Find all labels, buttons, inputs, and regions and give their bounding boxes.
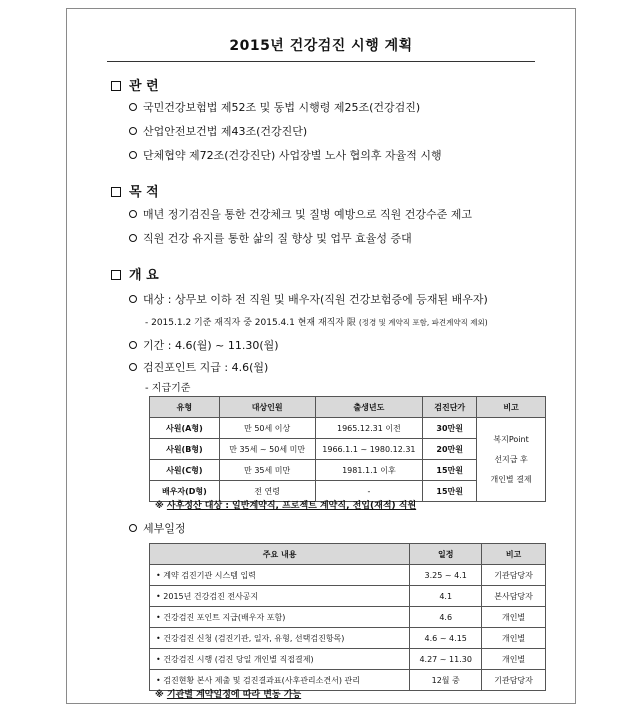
table-cell: 개인별	[482, 628, 546, 649]
circle-bullet-icon	[129, 151, 137, 159]
remark-line: 복지Point	[493, 434, 529, 444]
table-cell: 전 연령	[219, 481, 315, 502]
table-cell: 개인별	[482, 607, 546, 628]
criteria-note: ※ 사후정산 대상 : 일반계약직, 프로젝트 계약직, 전입(재적) 직원	[155, 501, 417, 511]
table-cell: 만 35세 ~ 50세 미만	[219, 439, 315, 460]
table-row	[150, 565, 546, 586]
table-cell: 사원(B형)	[150, 439, 220, 460]
table-cell: 1965.12.31 이전	[315, 418, 423, 439]
related-item-1: 국민건강보험법 제52조 및 동법 시행령 제25조(건강검진)	[129, 99, 420, 115]
table-cell: 4.6 ~ 4.15	[410, 628, 482, 649]
table-cell: 15만원	[423, 481, 477, 502]
table-header: 유형	[150, 397, 220, 418]
remark-line: 개인별 결제	[490, 474, 532, 484]
remark-cell	[477, 418, 546, 502]
table-cell: 30만원	[423, 418, 477, 439]
purpose-item-1: 매년 정기검진을 통한 건강체크 및 질병 예방으로 직원 건강수준 제고	[129, 206, 472, 222]
square-bullet-icon	[111, 270, 121, 280]
table-cell: 사원(A형)	[150, 418, 220, 439]
table-header: 검진단가	[423, 397, 477, 418]
table-cell: 20만원	[423, 439, 477, 460]
table-cell: • 건강검진 시행 (검진 당일 개인별 직접결제)	[150, 649, 410, 670]
table-cell: 4.1	[410, 586, 482, 607]
table-cell: 만 35세 미만	[219, 460, 315, 481]
payment-criteria-table	[149, 396, 546, 502]
schedule-note: ※ 기관별 계약일정에 따라 변동 가능	[155, 690, 302, 700]
table-row	[150, 628, 546, 649]
table-cell: 4.27 ~ 11.30	[410, 649, 482, 670]
table-cell: 기관담당자	[482, 670, 546, 691]
remark-line: 선지급 후	[494, 454, 528, 464]
title-divider	[107, 61, 535, 62]
table-cell: 기관담당자	[482, 565, 546, 586]
section-related-heading: 관 련	[111, 75, 159, 94]
overview-points: 검진포인트 지급 : 4.6(월)	[129, 359, 268, 375]
table-cell: 개인별	[482, 649, 546, 670]
table-row	[150, 607, 546, 628]
circle-bullet-icon	[129, 363, 137, 371]
table-header: 일정	[410, 544, 482, 565]
table-header-row	[150, 397, 546, 418]
table-cell: 배우자(D형)	[150, 481, 220, 502]
table-cell: 3.25 ~ 4.1	[410, 565, 482, 586]
circle-bullet-icon	[129, 524, 137, 532]
overview-period: 기간 : 4.6(월) ~ 11.30(월)	[129, 337, 279, 353]
table-cell: 만 50세 이상	[219, 418, 315, 439]
table-header: 비고	[477, 397, 546, 418]
table-cell: 1981.1.1 이후	[315, 460, 423, 481]
circle-bullet-icon	[129, 295, 137, 303]
section-purpose-heading: 목 적	[111, 181, 159, 200]
schedule-label: 세부일정	[129, 520, 186, 536]
overview-target-sub: - 2015.1.2 기준 재직자 중 2015.4.1 현재 재직자 限 (정경 및 계약직 포함, 파견계약직 제외)	[145, 318, 488, 328]
table-row	[150, 418, 546, 439]
schedule-table	[149, 543, 546, 691]
purpose-item-2: 직원 건강 유지를 통한 삶의 질 향상 및 업무 효율성 증대	[129, 230, 412, 246]
table-cell: 12월 중	[410, 670, 482, 691]
table-cell: • 계약 검진기관 시스템 입력	[150, 565, 410, 586]
table-cell: • 건강검진 포인트 지급(배우자 포함)	[150, 607, 410, 628]
related-item-2: 산업안전보건법 제43조(건강진단)	[129, 123, 307, 139]
table-cell: 본사담당자	[482, 586, 546, 607]
table-header-row	[150, 544, 546, 565]
table-cell: 1966.1.1 ~ 1980.12.31	[315, 439, 423, 460]
overview-target: 대상 : 상무보 이하 전 직원 및 배우자(직원 건강보험증에 등재된 배우자)	[129, 291, 488, 307]
table-cell: • 건강검진 신청 (검진기관, 일자, 유형, 선택검진항목)	[150, 628, 410, 649]
table-header: 비고	[482, 544, 546, 565]
table-header: 대상인원	[219, 397, 315, 418]
circle-bullet-icon	[129, 127, 137, 135]
table-cell: -	[315, 481, 423, 502]
table-header: 출생년도	[315, 397, 423, 418]
table-row	[150, 586, 546, 607]
page-title: 2015년 건강검진 시행 계획	[229, 38, 413, 54]
square-bullet-icon	[111, 81, 121, 91]
section-overview-heading: 개 요	[111, 264, 159, 283]
table-cell: • 검진현황 본사 제출 및 검진결과표(사후관리소견서) 관리	[150, 670, 410, 691]
circle-bullet-icon	[129, 210, 137, 218]
square-bullet-icon	[111, 187, 121, 197]
related-item-3: 단체협약 제72조(건강진단) 사업장별 노사 협의후 자율적 시행	[129, 147, 442, 163]
criteria-label: - 지급기준	[145, 383, 191, 394]
table-cell: 사원(C형)	[150, 460, 220, 481]
table-header: 주요 내용	[150, 544, 410, 565]
document-page	[66, 8, 576, 704]
table-cell: 4.6	[410, 607, 482, 628]
table-cell: • 2015년 건강검진 전사공지	[150, 586, 410, 607]
circle-bullet-icon	[129, 341, 137, 349]
table-row	[150, 649, 546, 670]
table-cell: 15만원	[423, 460, 477, 481]
circle-bullet-icon	[129, 103, 137, 111]
circle-bullet-icon	[129, 234, 137, 242]
